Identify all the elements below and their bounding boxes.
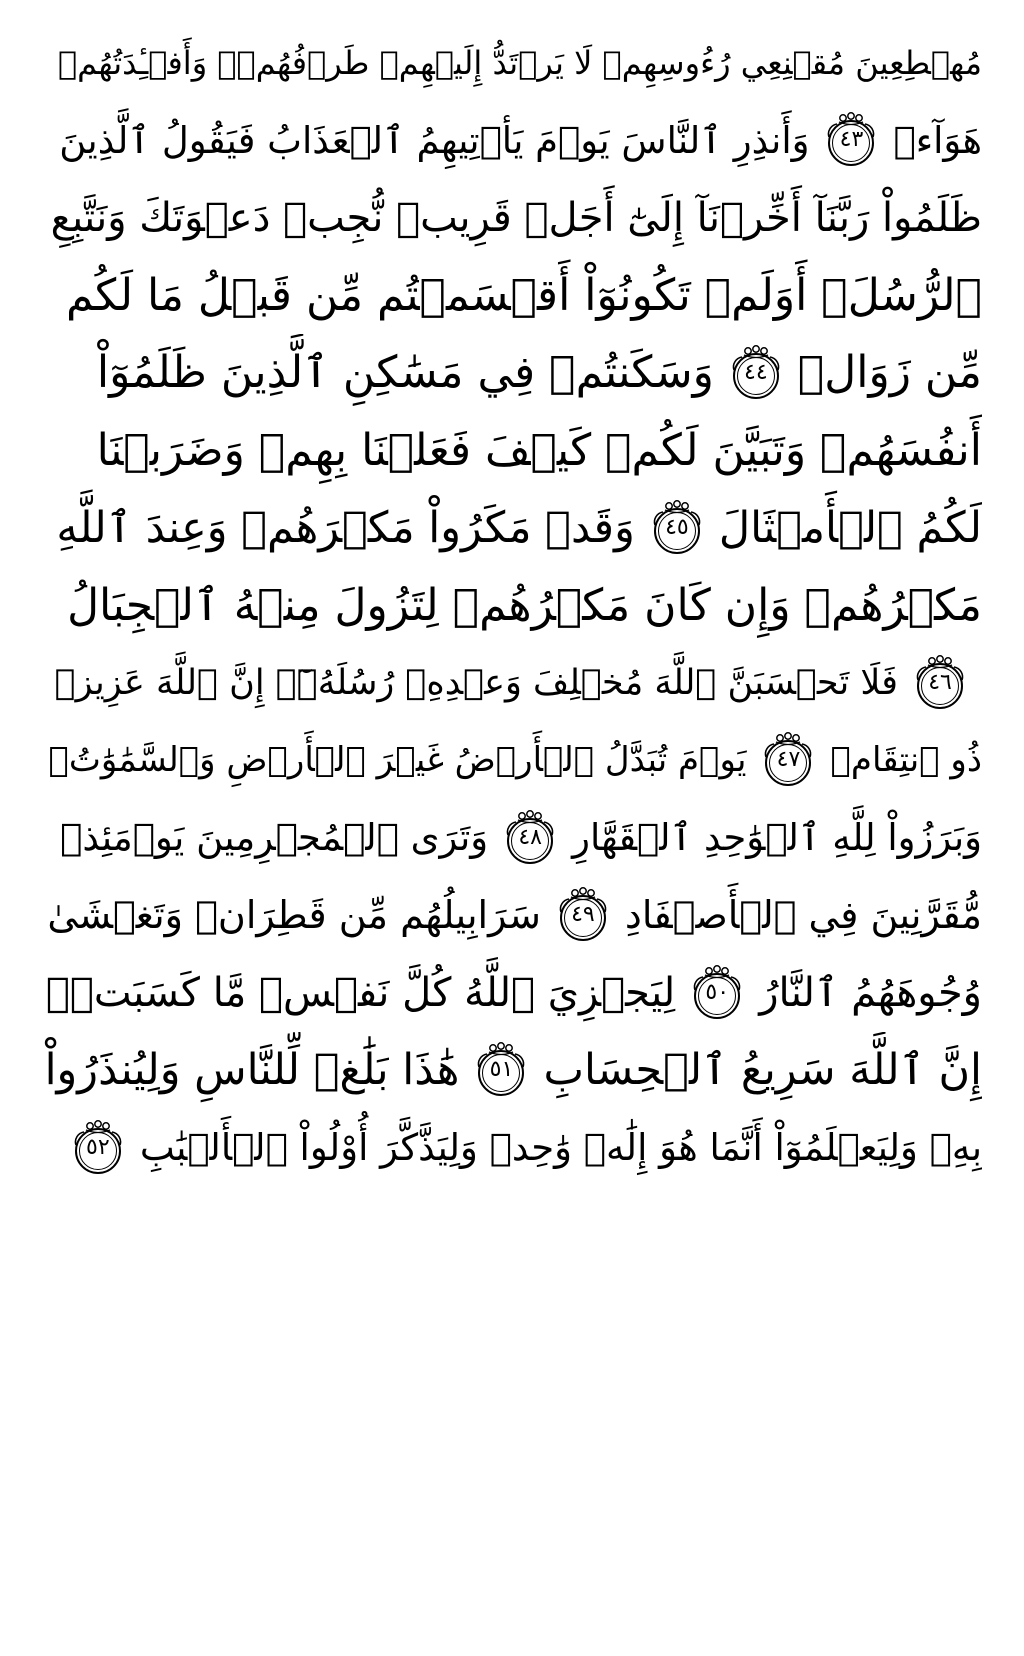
ayah-number: ٥١ (489, 1057, 514, 1083)
verse-text: وَتَرَى ٱلۡمُجۡرِمِينَ يَوۡمَئِذٖ (60, 816, 489, 860)
verse-text: مُّقَرَّنِينَ فِي ٱلۡأَصۡفَادِ (624, 893, 982, 938)
verse-text: مِّن زَوَالٖ (797, 347, 982, 399)
verse-line (42, 877, 982, 955)
verse-line (42, 954, 982, 1032)
verse-text: لَكُمُ ٱلۡأَمۡثَالَ (718, 502, 982, 553)
verse-text: وَسَكَنتُمۡ فِي مَسَٰكِنِ ٱلَّذِينَ ظَلَمُوٓاْ (96, 347, 714, 399)
verse-text: وَأَنذِرِ ٱلنَّاسَ يَوۡمَ يَأۡتِيهِمُ ٱلۡعَذَابُ فَيَقُولُ ٱلَّذِينَ (59, 118, 810, 162)
verse-text: إِنَّ ٱللَّهَ سَرِيعُ ٱلۡحِسَابِ (543, 1045, 982, 1096)
ayah-end-marker (724, 344, 788, 402)
verse-text: لِيَجۡزِيَ ٱللَّهُ كُلَّ نَفۡسٖ مَّا كَسَبَتۡۚ (45, 969, 676, 1016)
verse-line (42, 179, 982, 257)
verse-text: وَبَرَزُواْ لِلَّهِ ٱلۡوَٰحِدِ ٱلۡقَهَّارِ (572, 816, 982, 860)
verse-text: وُجُوهَهُمُ ٱلنَّارُ (759, 969, 982, 1016)
verse-text: وَقَدۡ مَكَرُواْ مَكۡرَهُمۡ وَعِندَ ٱللَّهِ (56, 502, 635, 553)
verse-line (42, 1032, 982, 1110)
verse-line (42, 489, 982, 567)
verse-text: ذُو ٱنتِقَامٖ (830, 740, 982, 781)
verse-line (42, 799, 982, 877)
verse-text: أَنفُسَهُمۡ وَتَبَيَّنَ لَكُمۡ كَيۡفَ فَعَلۡنَا بِهِمۡ وَضَرَبۡنَا (96, 424, 982, 476)
ayah-end-marker (469, 1041, 533, 1099)
ayah-end-marker (645, 499, 709, 557)
ayah-number: ٤٣ (839, 127, 864, 153)
verse-text: هَوَآءٞ (893, 118, 982, 162)
ayah-number: ٥٢ (86, 1134, 110, 1160)
verse-line (42, 722, 982, 800)
verse-text: فَلَا تَحۡسَبَنَّ ٱللَّهَ مُخۡلِفَ وَعۡدِهِۦ رُسُلَهُۥٓۚ إِنَّ ٱللَّهَ عَزِيزٞ (54, 662, 898, 703)
verse-line (42, 1109, 982, 1187)
verse-line (42, 644, 982, 722)
verse-text: هَٰذَا بَلَٰغٞ لِّلنَّاسِ وَلِيُنذَرُواْ (44, 1045, 460, 1096)
ayah-number: ٤٦ (928, 669, 952, 695)
ayah-number: ٤٧ (776, 747, 801, 773)
verse-text: مَكۡرُهُمۡ وَإِن كَانَ مَكۡرُهُمۡ لِتَزُولَ مِنۡهُ ٱلۡجِبَالُ (67, 579, 982, 631)
ayah-end-marker (551, 886, 615, 944)
ayah-number: ٤٨ (518, 824, 542, 850)
verse-line (42, 567, 982, 645)
ayah-end-marker (819, 111, 883, 169)
ayah-number: ٤٥ (665, 514, 689, 540)
verse-text: ٱلرُّسُلَۗ أَوَلَمۡ تَكُونُوٓاْ أَقۡسَمۡتُم مِّن قَبۡلُ مَا لَكُم (65, 269, 982, 321)
verse-line (42, 24, 982, 102)
ayah-end-marker (498, 809, 562, 867)
verse-line (42, 257, 982, 335)
ayah-number: ٤٤ (744, 359, 768, 385)
verse-line (42, 102, 982, 180)
ayah-number: ٤٩ (571, 902, 595, 928)
ayah-end-marker (756, 731, 820, 789)
verse-line (42, 334, 982, 412)
verse-text: سَرَابِيلُهُم مِّن قَطِرَانٖ وَتَغۡشَىٰ (47, 893, 541, 938)
ayah-number: ٥٠ (705, 979, 730, 1005)
verse-text: يَوۡمَ تُبَدَّلُ ٱلۡأَرۡضُ غَيۡرَ ٱلۡأَرۡضِ وَٱلسَّمَٰوَٰتُۖ (48, 740, 747, 781)
ayah-end-marker (66, 1119, 130, 1177)
ayah-end-marker (908, 654, 972, 712)
verse-text: مُهۡطِعِينَ مُقۡنِعِي رُءُوسِهِمۡ لَا يَرۡتَدُّ إِلَيۡهِمۡ طَرۡفُهُمۡۖ وَأَفۡـِٔدَتُهُمۡ (57, 43, 982, 82)
verse-text: ظَلَمُواْ رَبَّنَآ أَخِّرۡنَآ إِلَىٰٓ أَجَلٖ قَرِيبٖ نُّجِبۡ دَعۡوَتَكَ وَنَتَّبِعِ (50, 194, 982, 241)
ayah-end-marker (685, 964, 749, 1022)
verses-text-block (42, 24, 982, 1187)
verse-line (42, 412, 982, 490)
verse-text: بِهِۦ وَلِيَعۡلَمُوٓاْ أَنَّمَا هُوَ إِلَٰهٞ وَٰحِدٞ وَلِيَذَّكَّرَ أُوْلُواْ ٱلۡأَلۡبَٰبِ (139, 1126, 982, 1170)
